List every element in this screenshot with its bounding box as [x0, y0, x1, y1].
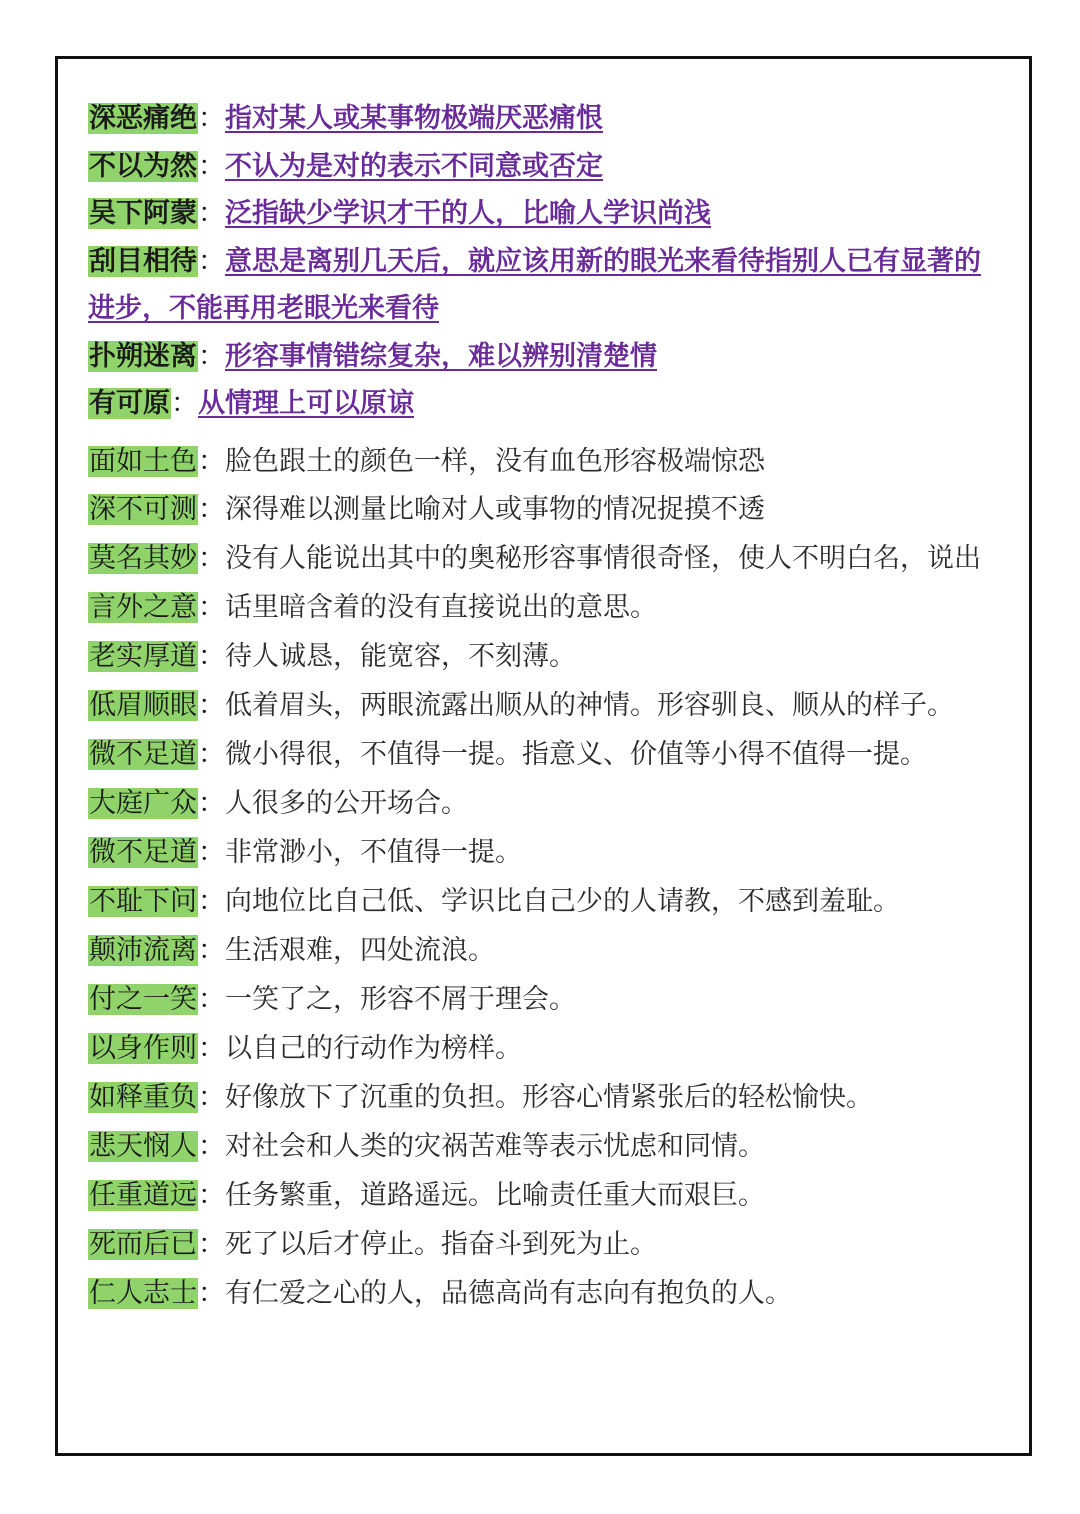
- idiom-entry: [88, 583, 1003, 632]
- colon: ：: [198, 1179, 225, 1211]
- idiom-term: 不以为然: [89, 150, 197, 182]
- idiom-term: 颠沛流离: [89, 934, 197, 966]
- idiom-definition: 生活艰难，四处流浪。: [225, 934, 495, 966]
- colon: ：: [198, 245, 225, 277]
- idiom-entry: [88, 632, 1003, 681]
- idiom-entry: [88, 1171, 1003, 1220]
- idiom-definition: 形容事情错综复杂，难以辨别清楚情: [225, 340, 657, 372]
- idiom-term: 深不可测: [89, 493, 197, 525]
- colon: ：: [198, 198, 225, 229]
- idiom-definition: 泛指缺少学识才干的人，比喻人学识尚浅: [225, 198, 711, 229]
- idiom-definition: 不认为是对的表示不同意或否定: [225, 150, 603, 182]
- colon: ：: [198, 493, 225, 525]
- idiom-definition: 有仁爱之心的人，品德高尚有志向有抱负的人。: [225, 1277, 792, 1309]
- colon: ：: [198, 1081, 225, 1113]
- idiom-entry: [88, 1269, 1003, 1318]
- colon: ：: [198, 836, 225, 868]
- idiom-term: 付之一笑: [89, 983, 197, 1015]
- idiom-definition: 一笑了之，形容不屑于理会。: [225, 983, 576, 1015]
- idiom-definition: 对社会和人类的灾祸苦难等表示忧虑和同情。: [225, 1130, 765, 1162]
- idiom-term: 悲天悯人: [89, 1130, 197, 1162]
- idiom-list: [88, 95, 1003, 1318]
- idiom-definition: 没有人能说出其中的奥秘形容事情很奇怪，使人不明白名，说出: [225, 542, 981, 574]
- idiom-entry: [88, 1073, 1003, 1122]
- idiom-definition: 话里暗含着的没有直接说出的意思。: [225, 591, 657, 623]
- idiom-entry: [88, 1024, 1003, 1073]
- idiom-definition: 待人诚恳，能宽容，不刻薄。: [225, 640, 576, 672]
- idiom-term: 如释重负: [89, 1081, 197, 1113]
- colon: ：: [198, 591, 225, 623]
- idiom-term: 有可原: [89, 388, 170, 419]
- idiom-entry: [88, 730, 1003, 779]
- idiom-definition: 意思是离别几天后，就应该用新的眼光来看待指别人已有显著的进步，不能再用老眼光来看待: [88, 245, 981, 324]
- idiom-entry: [88, 1220, 1003, 1269]
- idiom-term: 莫名其妙: [89, 542, 197, 574]
- colon: ：: [198, 103, 225, 134]
- idiom-entry: [88, 95, 1003, 143]
- idiom-group-underlined: [88, 95, 1003, 428]
- idiom-term: 吴下阿蒙: [89, 198, 197, 229]
- colon: ：: [198, 1277, 225, 1309]
- idiom-definition: 任务繁重，道路遥远。比喻责任重大而艰巨。: [225, 1179, 765, 1211]
- idiom-term: 仁人志士: [89, 1277, 197, 1309]
- colon: ：: [198, 1032, 225, 1064]
- idiom-term: 扑朔迷离: [89, 340, 197, 372]
- idiom-entry: [88, 333, 1003, 381]
- idiom-term: 死而后已: [89, 1228, 197, 1260]
- idiom-term: 以身作则: [89, 1032, 197, 1064]
- idiom-entry: [88, 681, 1003, 730]
- idiom-definition: 低着眉头，两眼流露出顺从的神情。形容驯良、顺从的样子。: [225, 689, 954, 721]
- colon: ：: [198, 1228, 225, 1260]
- idiom-term: 微不足道: [89, 738, 197, 770]
- idiom-definition: 指对某人或某事物极端厌恶痛恨: [225, 103, 603, 134]
- idiom-entry: [88, 1122, 1003, 1171]
- colon: ：: [198, 340, 225, 372]
- idiom-definition: 非常渺小，不值得一提。: [225, 836, 522, 868]
- idiom-term: 言外之意: [89, 591, 197, 623]
- colon: ：: [198, 885, 225, 917]
- idiom-definition: 从情理上可以原谅: [198, 388, 414, 419]
- idiom-definition: 死了以后才停止。指奋斗到死为止。: [225, 1228, 657, 1260]
- colon: ：: [171, 388, 198, 419]
- idiom-definition: 以自己的行动作为榜样。: [225, 1032, 522, 1064]
- colon: ：: [198, 542, 225, 574]
- idiom-group-plain: [88, 438, 1003, 1318]
- colon: ：: [198, 150, 225, 182]
- idiom-entry: [88, 779, 1003, 828]
- idiom-term: 微不足道: [89, 836, 197, 868]
- idiom-term: 低眉顺眼: [89, 689, 197, 721]
- colon: ：: [198, 689, 225, 721]
- idiom-term: 面如土色: [89, 445, 197, 477]
- idiom-entry: [88, 534, 1003, 583]
- idiom-entry: [88, 828, 1003, 877]
- idiom-entry: [88, 190, 1003, 238]
- idiom-definition: 向地位比自己低、学识比自己少的人请教，不感到羞耻。: [225, 885, 900, 917]
- idiom-entry: [88, 877, 1003, 926]
- idiom-entry: [88, 438, 1003, 486]
- idiom-definition: 好像放下了沉重的负担。形容心情紧张后的轻松愉快。: [225, 1081, 873, 1113]
- colon: ：: [198, 738, 225, 770]
- idiom-entry: [88, 926, 1003, 975]
- idiom-definition: 人很多的公开场合。: [225, 787, 468, 819]
- colon: ：: [198, 1130, 225, 1162]
- idiom-term: 任重道远: [89, 1179, 197, 1211]
- idiom-definition: 脸色跟土的颜色一样，没有血色形容极端惊恐: [225, 445, 765, 477]
- idiom-entry: [88, 975, 1003, 1024]
- idiom-term: 深恶痛绝: [89, 103, 197, 134]
- idiom-entry: [88, 486, 1003, 534]
- idiom-term: 刮目相待: [89, 245, 197, 277]
- idiom-entry: [88, 380, 1003, 428]
- colon: ：: [198, 445, 225, 477]
- idiom-entry: [88, 143, 1003, 191]
- colon: ：: [198, 640, 225, 672]
- idiom-definition: 深得难以测量比喻对人或事物的情况捉摸不透: [225, 493, 765, 525]
- idiom-term: 不耻下问: [89, 885, 197, 917]
- idiom-term: 大庭广众: [89, 787, 197, 819]
- colon: ：: [198, 983, 225, 1015]
- colon: ：: [198, 787, 225, 819]
- idiom-entry: [88, 238, 1003, 333]
- colon: ：: [198, 934, 225, 966]
- idiom-term: 老实厚道: [89, 640, 197, 672]
- idiom-definition: 微小得很，不值得一提。指意义、价值等小得不值得一提。: [225, 738, 927, 770]
